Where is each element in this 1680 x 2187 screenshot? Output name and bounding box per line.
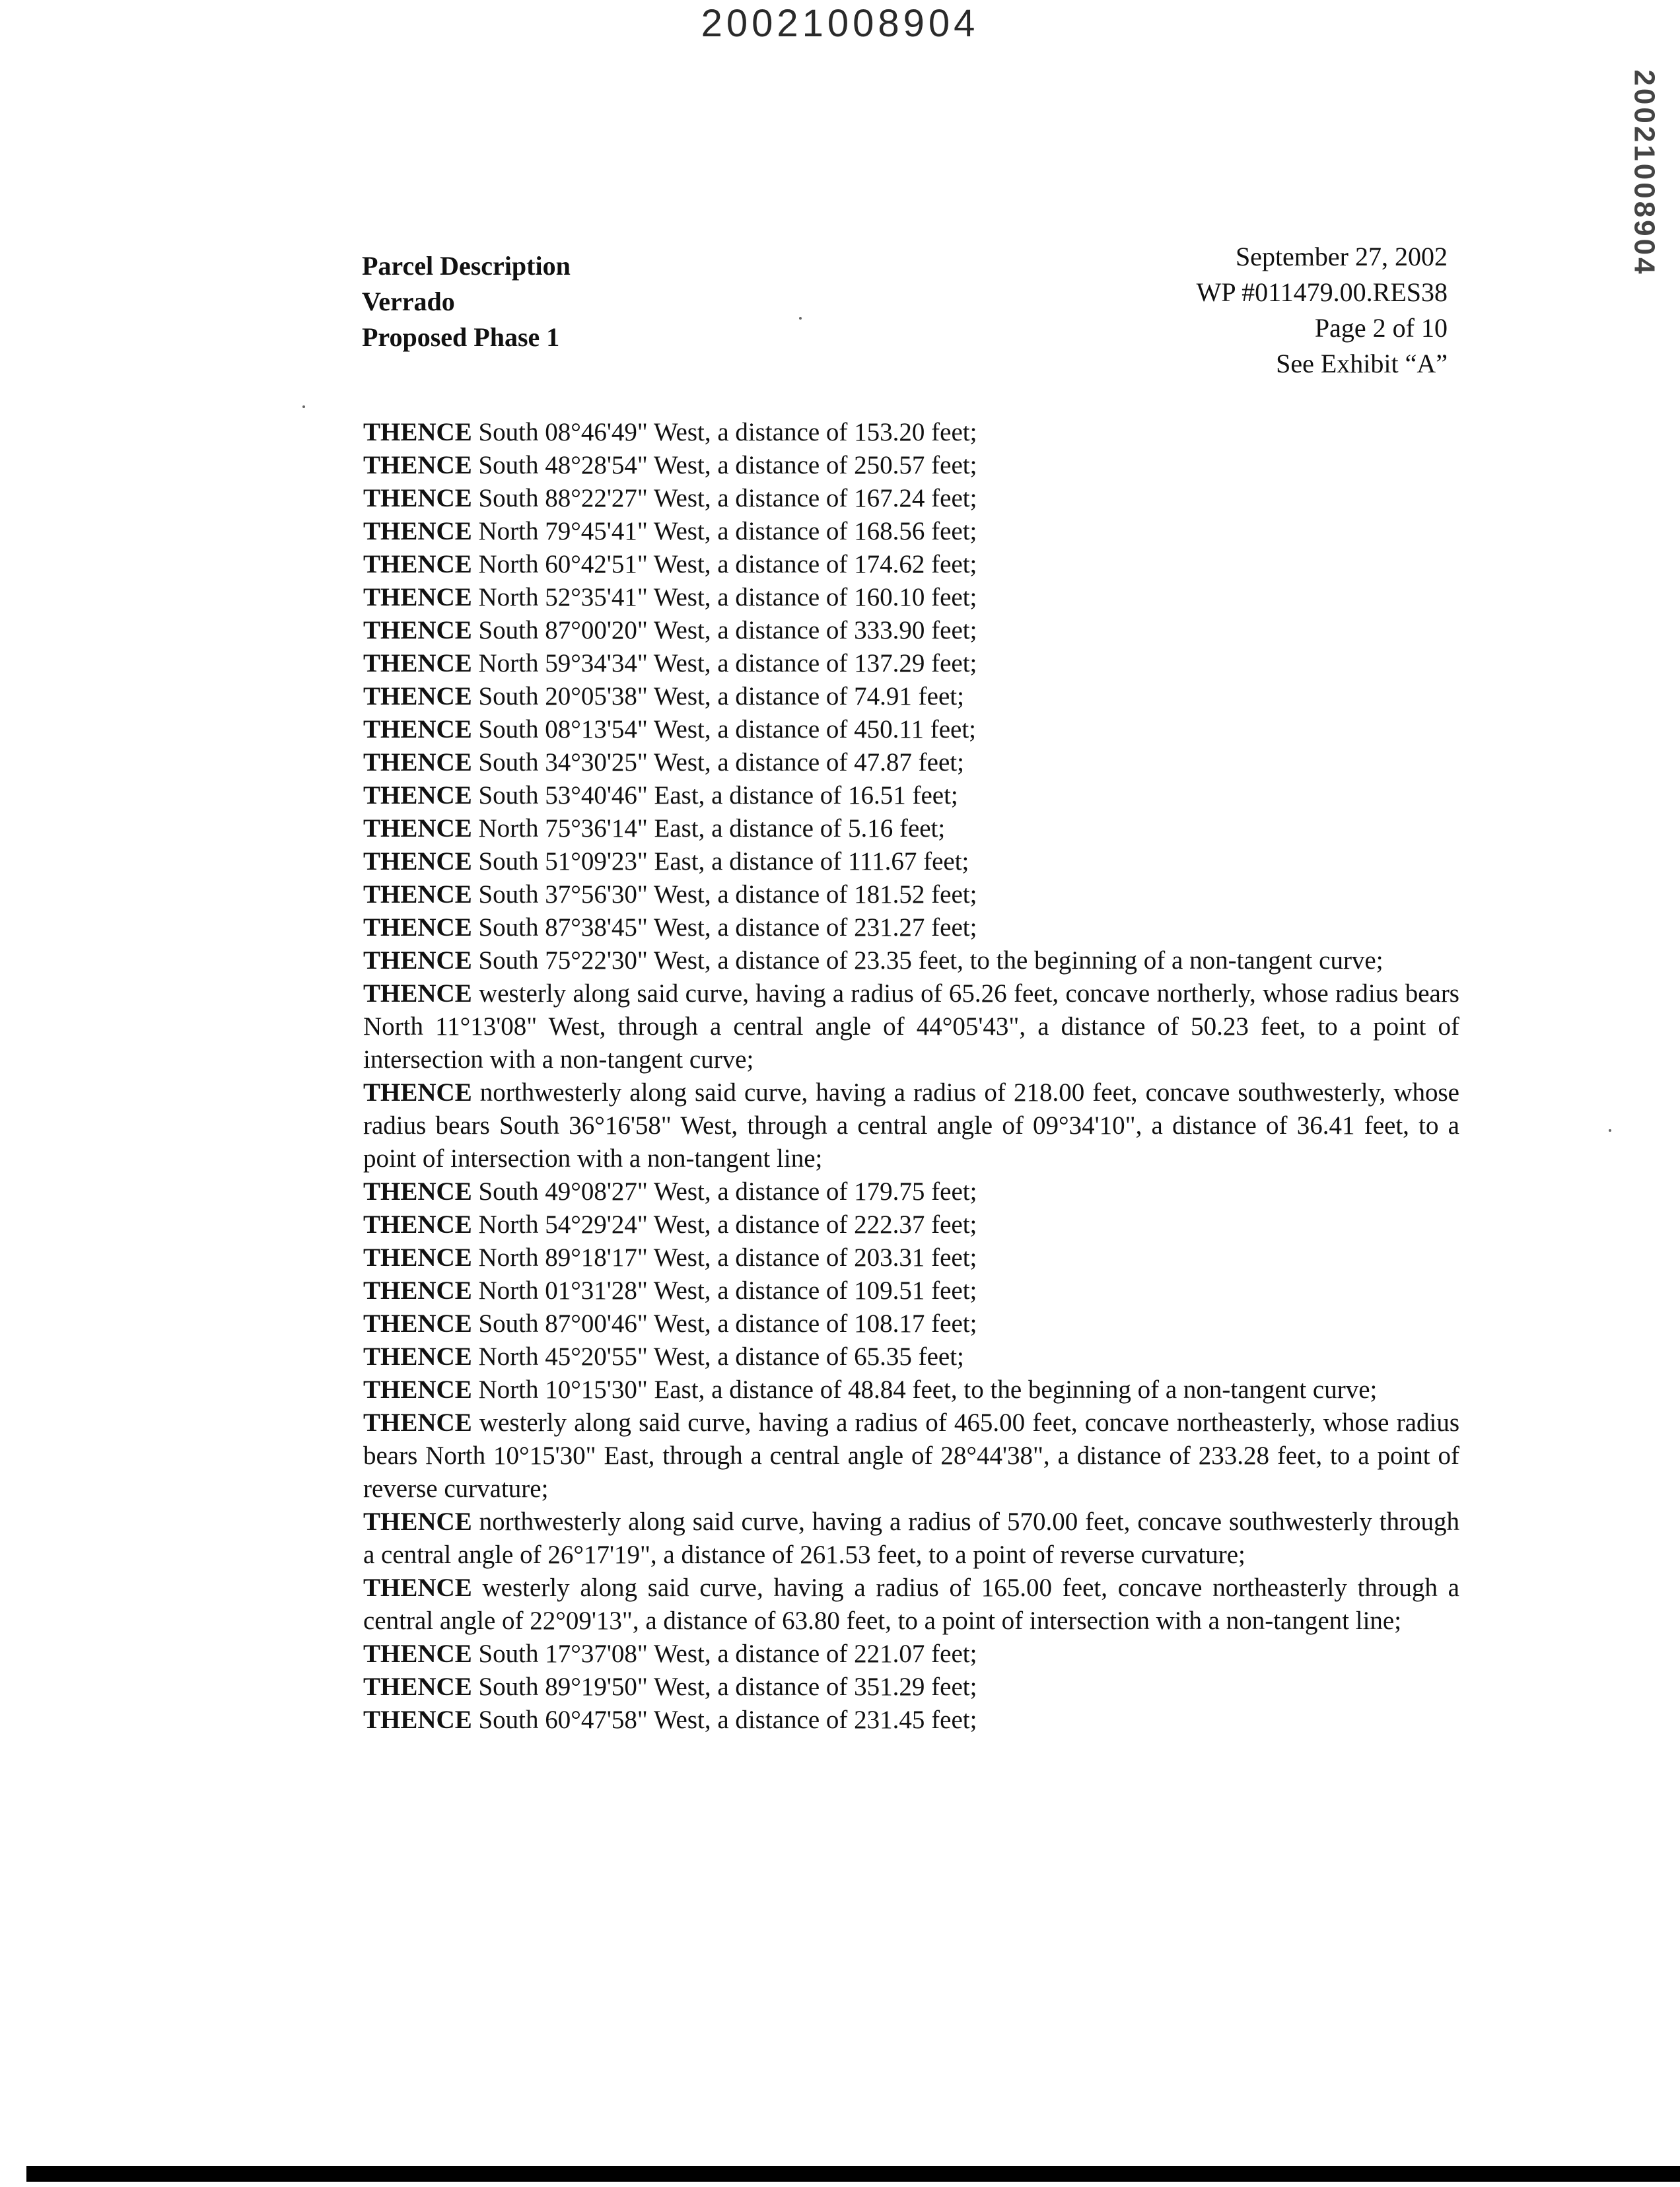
course-paragraph	[363, 977, 1459, 1076]
thence-keyword: THENCE	[363, 1078, 472, 1107]
course-text: South 87°00'46" West, a distance of 108.17 feet;	[472, 1309, 977, 1338]
course-paragraph	[363, 944, 1459, 977]
bottom-border-bar	[26, 2166, 1680, 2182]
header-left-block	[362, 248, 571, 355]
course-paragraph	[363, 1340, 1459, 1373]
thence-keyword: THENCE	[363, 550, 472, 578]
exhibit-reference: See Exhibit “A”	[1276, 349, 1448, 378]
thence-keyword: THENCE	[363, 781, 472, 810]
course-paragraph	[363, 1704, 1459, 1737]
thence-keyword: THENCE	[363, 583, 472, 611]
course-text: South 53°40'46" East, a distance of 16.51 feet;	[472, 781, 958, 810]
phase-label: Proposed Phase 1	[362, 322, 560, 352]
course-paragraph	[363, 1373, 1459, 1406]
document-date: September 27, 2002	[1235, 242, 1448, 271]
course-text: North 60°42'51" West, a distance of 174.62 feet;	[472, 550, 977, 578]
document-number: 20021008904	[701, 2, 979, 45]
course-paragraph	[363, 1076, 1459, 1175]
course-text: South 17°37'08" West, a distance of 221.07 feet;	[472, 1640, 977, 1668]
course-paragraph	[363, 1671, 1459, 1704]
scan-speck	[1609, 1129, 1611, 1132]
course-paragraph	[363, 680, 1459, 713]
course-paragraph	[363, 515, 1459, 548]
side-recording-stamp	[1628, 69, 1661, 277]
thence-keyword: THENCE	[363, 715, 472, 744]
course-text: North 59°34'34" West, a distance of 137.29 feet;	[472, 649, 977, 677]
course-paragraph	[363, 1208, 1459, 1241]
course-text: South 20°05'38" West, a distance of 74.91 feet;	[472, 682, 964, 711]
work-project-number: WP #011479.00.RES38	[1196, 277, 1448, 307]
thence-keyword: THENCE	[363, 847, 472, 876]
thence-keyword: THENCE	[363, 1210, 472, 1239]
header-right-block	[1197, 239, 1448, 382]
course-paragraph	[363, 1572, 1459, 1638]
course-paragraph	[363, 812, 1459, 845]
course-text: South 89°19'50" West, a distance of 351.29 feet;	[472, 1673, 977, 1701]
course-paragraph	[363, 1175, 1459, 1208]
thence-keyword: THENCE	[363, 1408, 472, 1437]
course-text: westerly along said curve, having a radius of 65.26 feet, concave northerly, whose radius bears North 11°13'08" West, through a central angle of 44°05'43", a distance of 50.23 feet, to a point of intersection with a non-tangent curve;	[363, 979, 1459, 1074]
course-text: South 87°38'45" West, a distance of 231.27 feet;	[472, 913, 977, 942]
course-paragraph	[363, 1274, 1459, 1307]
thence-keyword: THENCE	[363, 979, 472, 1008]
project-name: Verrado	[362, 287, 455, 316]
course-paragraph	[363, 416, 1459, 449]
course-text: South 37°56'30" West, a distance of 181.52 feet;	[472, 880, 977, 909]
course-paragraph	[363, 845, 1459, 878]
course-text: northwesterly along said curve, having a radius of 218.00 feet, concave southwesterly, whose radius bears South 36°16'58" West, through a central angle of 09°34'10", a distance of 36.41 feet, to a point of intersection with a non-tangent line;	[363, 1078, 1459, 1173]
course-text: North 54°29'24" West, a distance of 222.37 feet;	[472, 1210, 977, 1239]
course-paragraph	[363, 647, 1459, 680]
thence-keyword: THENCE	[363, 946, 472, 975]
course-text: South 51°09'23" East, a distance of 111.67 feet;	[472, 847, 969, 876]
course-text: North 89°18'17" West, a distance of 203.31 feet;	[472, 1243, 977, 1272]
course-text: North 75°36'14" East, a distance of 5.16 feet;	[472, 814, 946, 843]
thence-keyword: THENCE	[363, 814, 472, 843]
thence-keyword: THENCE	[363, 748, 472, 777]
thence-keyword: THENCE	[363, 1375, 472, 1404]
course-text: South 87°00'20" West, a distance of 333.90 feet;	[472, 616, 977, 644]
course-text: South 49°08'27" West, a distance of 179.75 feet;	[472, 1177, 977, 1206]
thence-keyword: THENCE	[363, 1309, 472, 1338]
course-paragraph	[363, 746, 1459, 779]
course-paragraph	[363, 713, 1459, 746]
thence-keyword: THENCE	[363, 1342, 472, 1371]
thence-keyword: THENCE	[363, 913, 472, 942]
course-text: North 79°45'41" West, a distance of 168.56 feet;	[472, 517, 977, 545]
course-paragraph	[363, 1638, 1459, 1671]
thence-keyword: THENCE	[363, 682, 472, 711]
thence-keyword: THENCE	[363, 517, 472, 545]
thence-keyword: THENCE	[363, 880, 472, 909]
page-indicator: Page 2 of 10	[1314, 313, 1448, 343]
course-text: North 52°35'41" West, a distance of 160.10 feet;	[472, 583, 977, 611]
course-paragraph	[363, 548, 1459, 581]
thence-keyword: THENCE	[363, 1276, 472, 1305]
course-paragraph	[363, 1241, 1459, 1274]
course-paragraph	[363, 581, 1459, 614]
scan-speck	[799, 317, 802, 320]
thence-keyword: THENCE	[363, 1574, 472, 1602]
course-text: South 08°46'49" West, a distance of 153.20 feet;	[472, 418, 977, 446]
thence-keyword: THENCE	[363, 1177, 472, 1206]
parcel-description-title: Parcel Description	[362, 251, 571, 281]
course-text: South 34°30'25" West, a distance of 47.87 feet;	[472, 748, 964, 777]
side-stamp-text: 20021008904	[1628, 69, 1661, 277]
course-text: westerly along said curve, having a radius of 465.00 feet, concave northeasterly, whose radius bears North 10°15'30" East, through a central angle of 28°44'38", a distance of 233.28 feet, to a point of reverse curvature;	[363, 1408, 1459, 1503]
course-text: westerly along said curve, having a radius of 165.00 feet, concave northeasterly through a central angle of 22°09'13", a distance of 63.80 feet, to a point of intersection with a non-tangent line;	[363, 1574, 1459, 1635]
thence-keyword: THENCE	[363, 1640, 472, 1668]
thence-keyword: THENCE	[363, 649, 472, 677]
course-paragraph	[363, 911, 1459, 944]
course-paragraph	[363, 482, 1459, 515]
thence-keyword: THENCE	[363, 451, 472, 479]
course-paragraph	[363, 1307, 1459, 1340]
thence-keyword: THENCE	[363, 1508, 472, 1536]
thence-keyword: THENCE	[363, 1706, 472, 1734]
course-paragraph	[363, 1406, 1459, 1506]
course-text: South 08°13'54" West, a distance of 450.11 feet;	[472, 715, 976, 744]
legal-description-body	[363, 416, 1459, 1737]
course-paragraph	[363, 1506, 1459, 1572]
course-paragraph	[363, 614, 1459, 647]
course-text: North 10°15'30" East, a distance of 48.84 feet, to the beginning of a non-tangent curve;	[472, 1375, 1378, 1404]
thence-keyword: THENCE	[363, 1243, 472, 1272]
course-text: South 75°22'30" West, a distance of 23.35 feet, to the beginning of a non-tangent curve;	[472, 946, 1383, 975]
thence-keyword: THENCE	[363, 484, 472, 512]
thence-keyword: THENCE	[363, 616, 472, 644]
course-text: North 01°31'28" West, a distance of 109.51 feet;	[472, 1276, 977, 1305]
course-text: South 88°22'27" West, a distance of 167.24 feet;	[472, 484, 977, 512]
thence-keyword: THENCE	[363, 1673, 472, 1701]
course-text: North 45°20'55" West, a distance of 65.35 feet;	[472, 1342, 964, 1371]
thence-keyword: THENCE	[363, 418, 472, 446]
course-paragraph	[363, 878, 1459, 911]
course-paragraph	[363, 779, 1459, 812]
course-paragraph	[363, 449, 1459, 482]
course-text: South 60°47'58" West, a distance of 231.45 feet;	[472, 1706, 977, 1734]
course-text: South 48°28'54" West, a distance of 250.57 feet;	[472, 451, 977, 479]
scan-speck	[302, 405, 305, 408]
course-text: northwesterly along said curve, having a radius of 570.00 feet, concave southwesterly through a central angle of 26°17'19", a distance of 261.53 feet, to a point of reverse curvature;	[363, 1508, 1459, 1569]
